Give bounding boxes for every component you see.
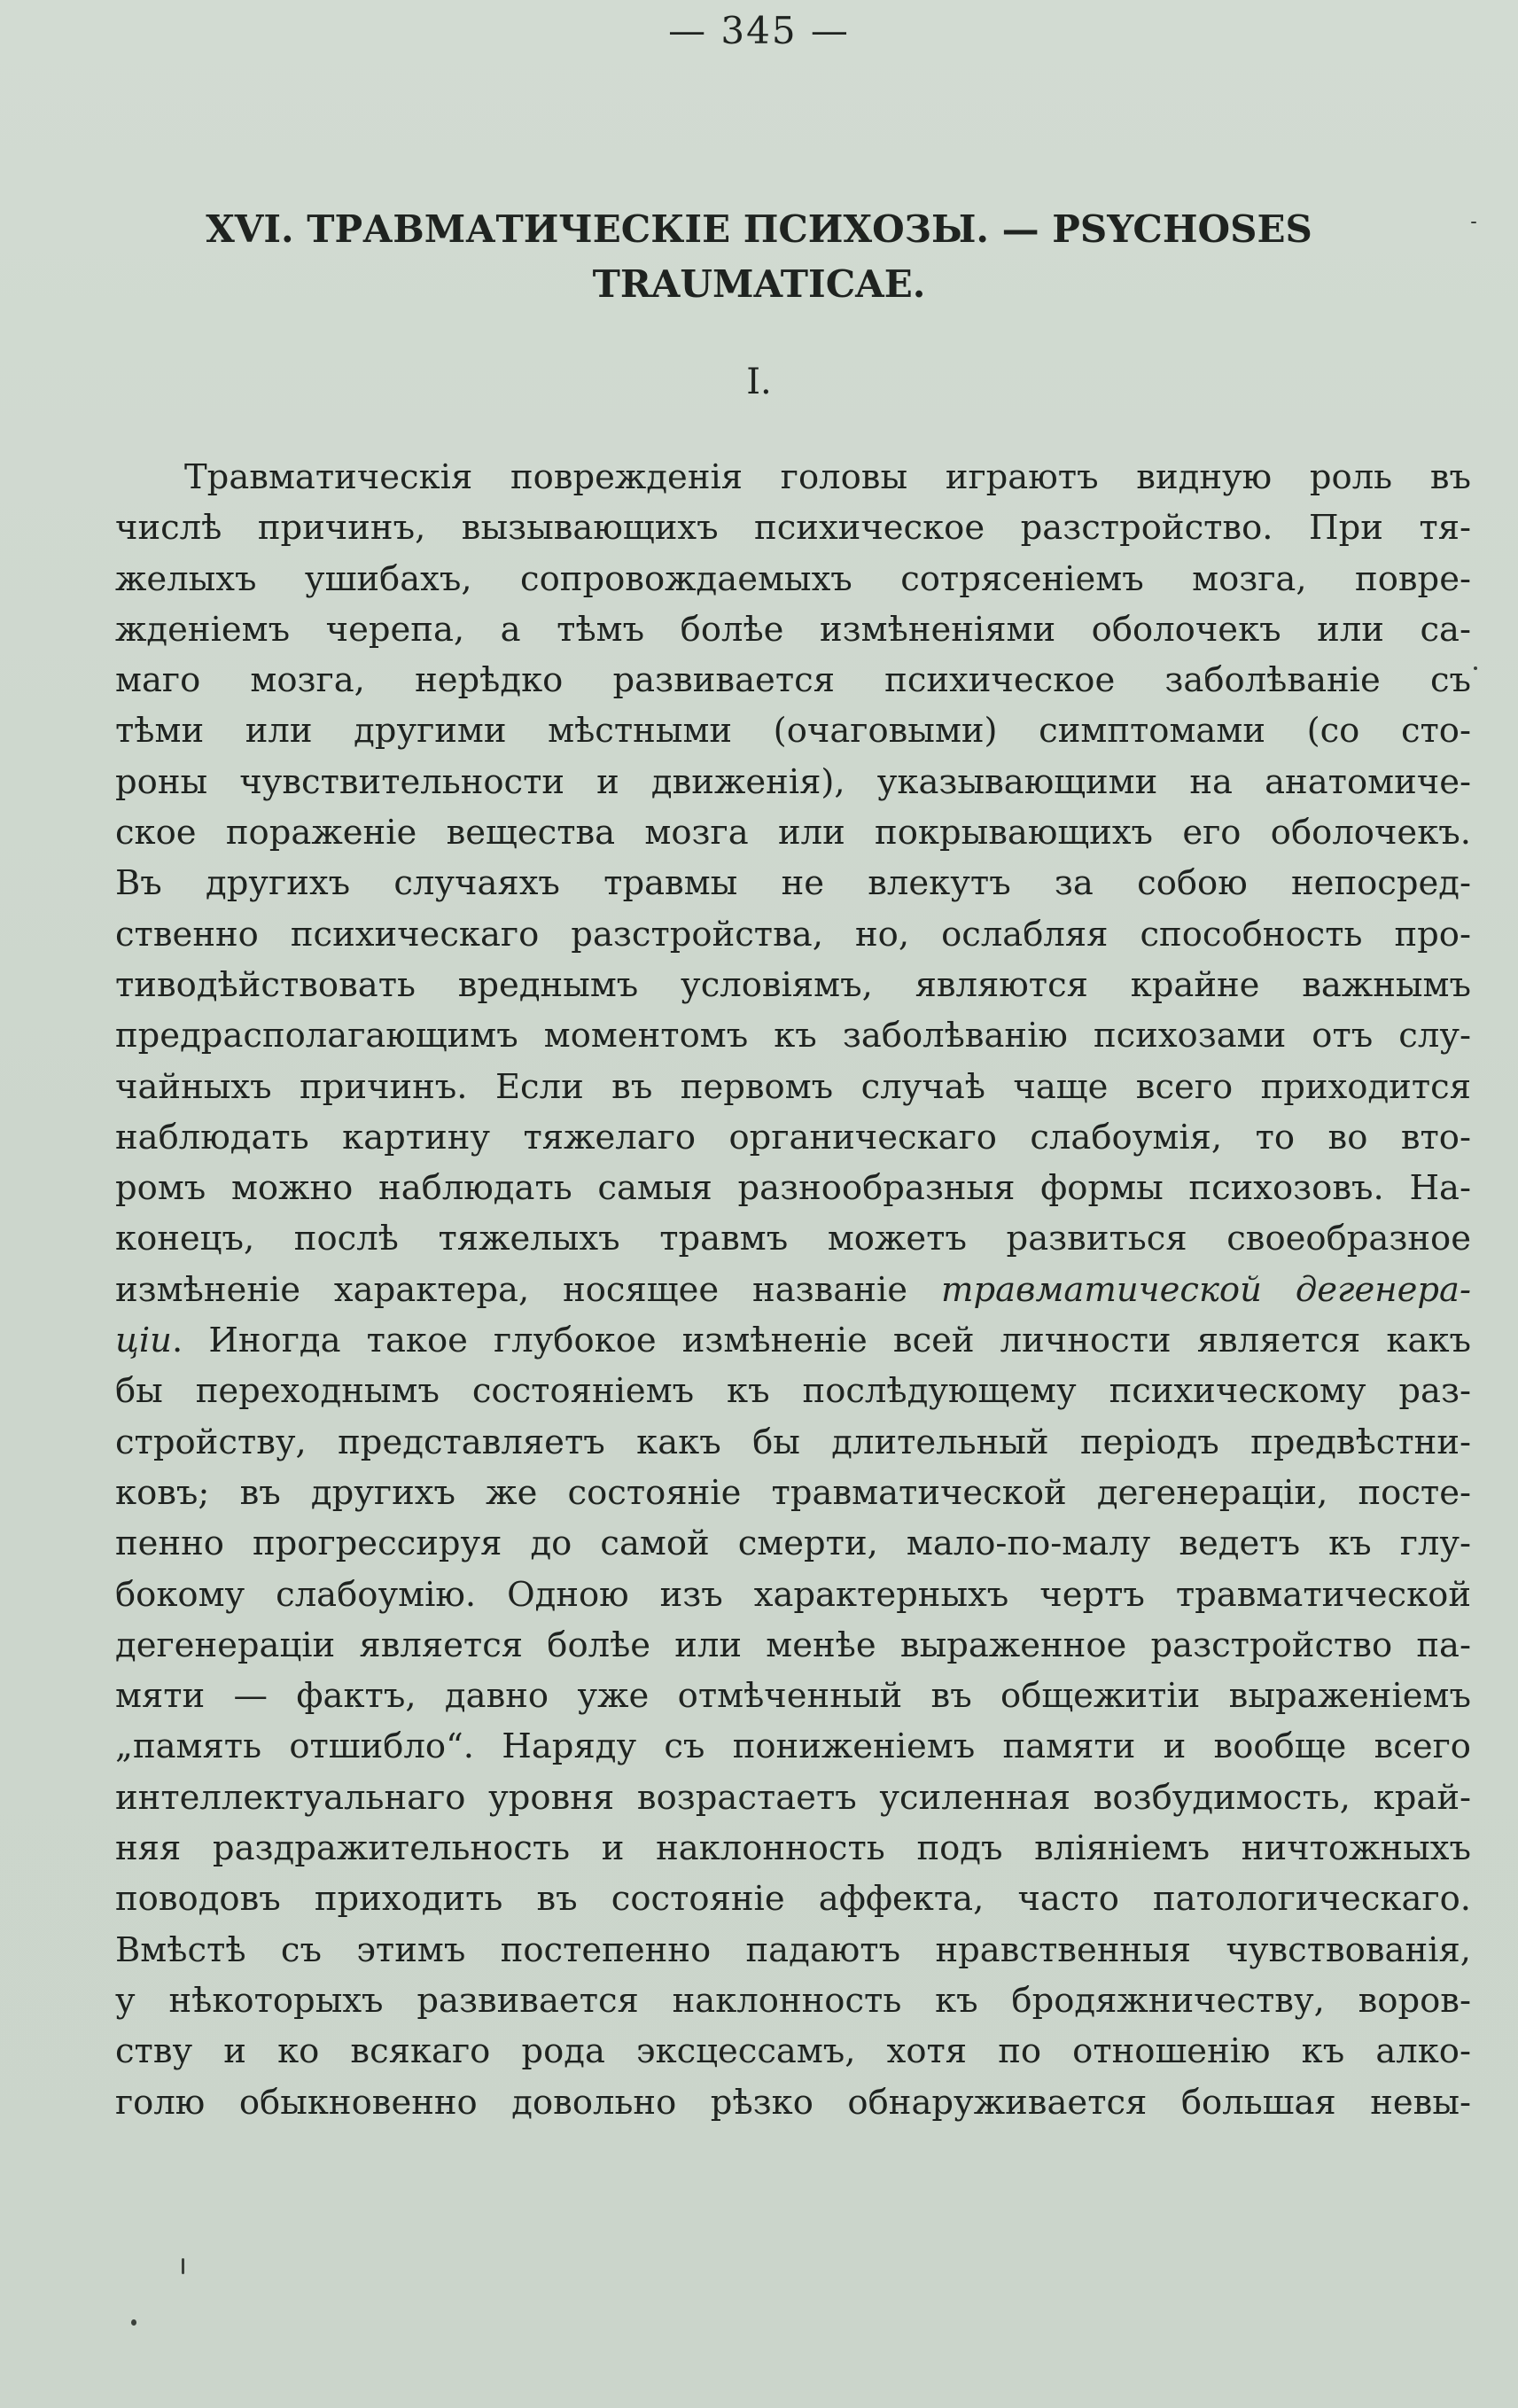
text-line: чайныхъ причинъ. Если въ первомъ случаѣ чаще всего приходится [115,1066,1471,1107]
text-line: няя раздражительность и наклонность подъ вліяніемъ ничтожныхъ [115,1828,1471,1869]
text-line: Вмѣстѣ съ этимъ постепенно падаютъ нравственныя чувствованія, [115,1929,1471,1970]
text-line: бокому слабоумію. Одною изъ характерныхъ чертъ травматической [115,1574,1471,1615]
scan-speck [1471,222,1476,223]
text-line-with-italic [115,1265,1471,1315]
text-line: наблюдать картину тяжелаго органическаго слабоумія, то во вто- [115,1117,1471,1157]
scan-speck [182,2258,184,2274]
text-line: стройству, представляетъ какъ бы длительный періодъ предвѣстни- [115,1422,1471,1462]
chapter-title-line-1: XVI. ТРАВМАТИЧЕСКІЕ ПСИХОЗЫ. — PSYCHOSES [206,207,1312,251]
text-line: бы переходнымъ состояніемъ къ послѣдующему психическому раз- [115,1371,1471,1412]
text-line: интеллектуальнаго уровня возрастаетъ усиленная возбудимость, край- [115,1777,1471,1818]
italic-term: травматической дегенера- [940,1269,1471,1310]
text-line: дегенераціи является болѣе или менѣе выраженное разстройство па- [115,1625,1471,1665]
text-line: ковъ; въ другихъ же состояніе травматической дегенераціи, посте- [115,1472,1471,1513]
text-line: желыхъ ушибахъ, сопровождаемыхъ сотрясеніемъ мозга, повре- [115,558,1471,599]
scan-speck [131,2319,136,2326]
text-line: тиводѣйствовать вреднымъ условіямъ, являются крайне важнымъ [115,964,1471,1005]
text-line: тѣми или другими мѣстными (очаговыми) симптомами (со сто- [115,711,1471,752]
text-line: у нѣкоторыхъ развивается наклонность къ бродяжничеству, воров- [115,1980,1471,2021]
italic-term-end: ціи [115,1321,172,1361]
text-line: поводовъ приходить въ состояніе аффекта, часто патологическаго. [115,1879,1471,1920]
text-line: конецъ, послѣ тяжелыхъ травмъ можетъ развиться своеобразное [115,1219,1471,1259]
text-line: роны чувствительности и движенія), указывающими на анатомиче- [115,761,1471,802]
text-line: пенно прогрессируя до самой смерти, мало-по-малу ведетъ къ глу- [115,1524,1471,1564]
chapter-title-line-2: TRAUMATICAE. [592,262,926,306]
text-line: жденіемъ черепа, а тѣмъ болѣе измѣненіями оболочекъ или са- [115,609,1471,650]
text-line-rest: . Иногда такое глубокое измѣненіе всей личности является какъ [171,1321,1471,1361]
text-line: ственно психическаго разстройства, но, ослабляя способность про- [115,914,1471,955]
text-line: числѣ причинъ, вызывающихъ психическое разстройство. При тя- [115,508,1471,549]
text-line: маго мозга, нерѣдко развивается психическое заболѣваніе съ [115,660,1471,701]
section-numeral: I. [746,362,772,402]
text-line: ромъ можно наблюдать самыя разнообразныя формы психозовъ. На- [115,1168,1471,1209]
body-paragraph [115,452,1471,2128]
text-line: мяти — фактъ, давно уже отмѣченный въ общежитіи выраженіемъ [115,1676,1471,1717]
text-line: „память отшибло“. Наряду съ пониженіемъ памяти и вообще всего [115,1726,1471,1767]
page-number: — 345 — [668,9,850,52]
text-line: ское пораженіе вещества мозга или покрывающихъ его оболочекъ. [115,813,1471,853]
text-line: Въ другихъ случаяхъ травмы не влекутъ за собою непосред- [115,863,1471,904]
text-line-with-italic [115,1315,1471,1366]
text-line: голю обыкновенно довольно рѣзко обнаруживается большая невы- [115,2082,1471,2123]
scan-speck [1474,666,1477,670]
chapter-title [0,202,1518,312]
text-line: предрасполагающимъ моментомъ къ заболѣванію психозами отъ слу- [115,1016,1471,1056]
text-line-start: измѣненіе характера, носящее названіе [115,1269,941,1310]
text-line: ству и ко всякаго рода эксцессамъ, хотя по отношенію къ алко- [115,2031,1471,2072]
text-line: Травматическія поврежденія головы играютъ видную роль въ [184,457,1471,497]
